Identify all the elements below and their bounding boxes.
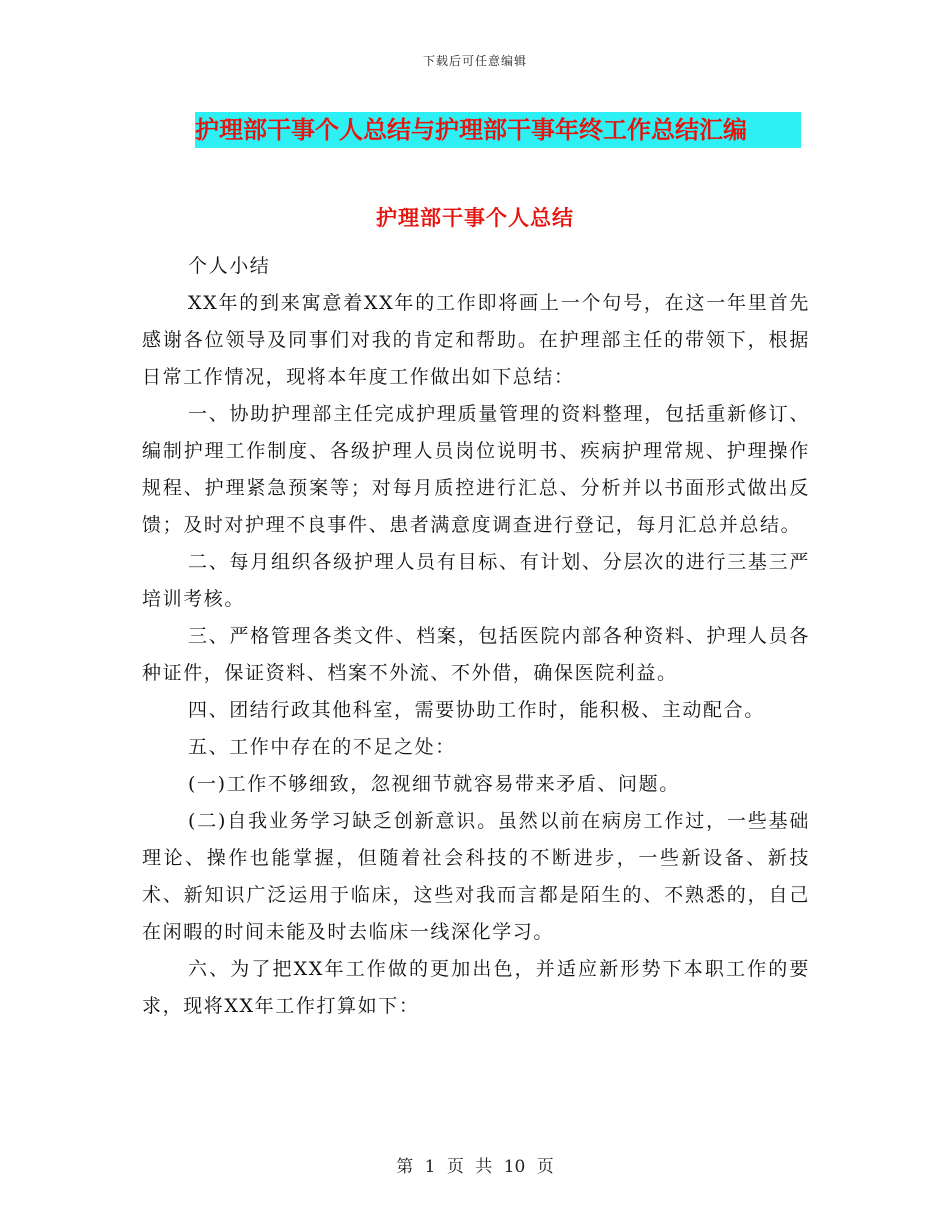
paragraph: 四、团结行政其他科室，需要协助工作时，能积极、主动配合。 — [188, 699, 765, 721]
header-note: 下载后可任意编辑 — [422, 54, 527, 68]
document-title-highlight — [195, 112, 801, 148]
paragraph: 一、协助护理部主任完成护理质量管理的资料整理，包括重新修订、编制护理工作制度、各级护理人员岗位说明书、疾病护理常规、护理操作规程、护理紧急预案等；对每月质控进行汇总、分析并以书面形式做出反馈；及时对护理不良事件、患者满意度调查进行登记，每月汇总并总结。 — [142, 403, 810, 536]
paragraph: 二、每月组织各级护理人员有目标、有计划、分层次的进行三基三严培训考核。 — [142, 551, 810, 610]
document-title: 护理部干事个人总结与护理部干事年终工作总结汇编 — [195, 116, 747, 144]
document-body — [142, 248, 810, 1025]
section-title: 护理部干事个人总结 — [376, 206, 574, 230]
paragraph: XX年的到来寓意着XX年的工作即将画上一个句号，在这一年里首先感谢各位领导及同事们对我的肯定和帮助。在护理部主任的带领下，根据日常工作情况，现将本年度工作做出如下总结： — [142, 292, 810, 388]
paragraph: 个人小结 — [188, 255, 271, 277]
page-number-footer: 第 1 页 共 10 页 — [396, 1157, 554, 1177]
paragraph: (一)工作不够细致，忽视细节就容易带来矛盾、问题。 — [188, 773, 680, 795]
paragraph: 三、严格管理各类文件、档案，包括医院内部各种资料、护理人员各种证件，保证资料、档案不外流、不外借，确保医院利益。 — [142, 625, 810, 684]
paragraph: 五、工作中存在的不足之处： — [188, 736, 456, 758]
paragraph: 六、为了把XX年工作做的更加出色，并适应新形势下本职工作的要求，现将XX年工作打算如下： — [142, 958, 810, 1017]
paragraph: (二)自我业务学习缺乏创新意识。虽然以前在病房工作过，一些基础理论、操作也能掌握，但随着社会科技的不断进步，一些新设备、新技术、新知识广泛运用于临床，这些对我而言都是陌生的、不熟悉的，自己在闲暇的时间未能及时去临床一线深化学习。 — [142, 810, 810, 943]
